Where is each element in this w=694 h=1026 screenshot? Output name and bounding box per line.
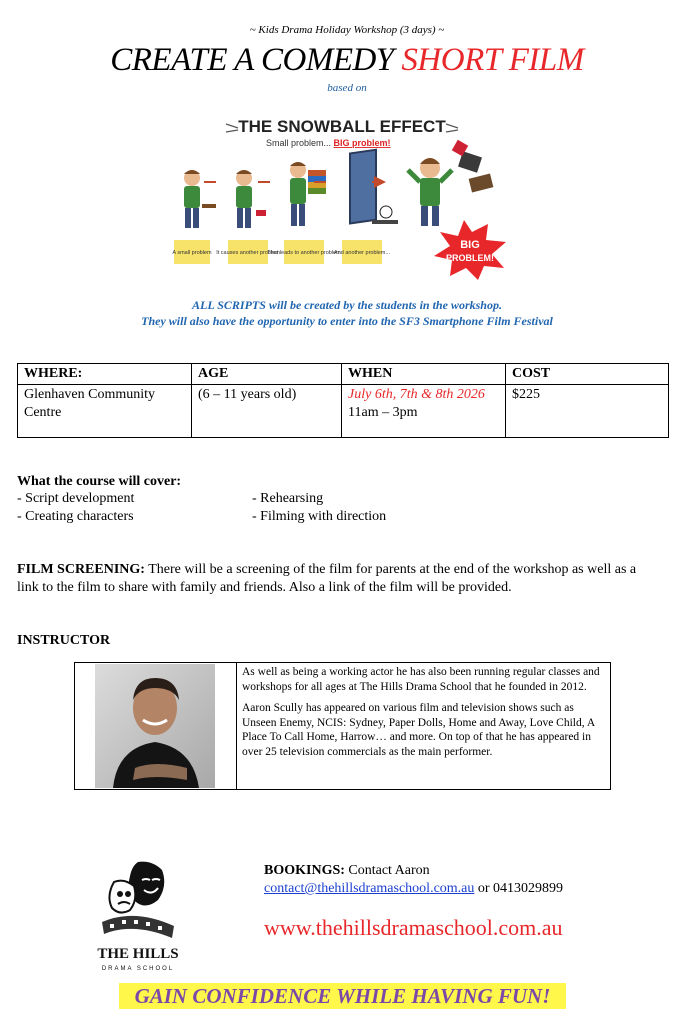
sticky-note: It causes another problem <box>216 250 280 256</box>
page-title <box>0 40 694 80</box>
slogan-banner: GAIN CONFIDENCE WHILE HAVING FUN! <box>119 983 566 1009</box>
header-cost: COST <box>506 364 669 385</box>
header-when: WHEN <box>342 364 506 385</box>
cell-when <box>342 385 506 438</box>
snowball-effect-poster <box>166 108 518 280</box>
instructor-bio-paragraph-2: Aaron Scully has appeared on various film and television shows such as Unseen Enemy, NCIS: Sydney, Paper Dolls, Home and Away, Love Child, A Place To Call Home, Harrow… and more. On top of that he has appeared in over 25 television commercials as the main performer. <box>242 702 595 758</box>
poster-subtitle-start: Small problem... <box>266 138 334 148</box>
instructor-heading: INSTRUCTOR <box>17 633 111 648</box>
website-link[interactable]: www.thehillsdramaschool.com.au <box>264 915 563 940</box>
workshop-kicker: ~ Kids Drama Holiday Workshop (3 days) ~ <box>249 24 445 36</box>
the-hills-logo <box>88 858 188 974</box>
course-item: - Script development <box>17 491 135 506</box>
poster-subtitle-big: BIG problem! <box>333 138 391 148</box>
title-red: SHORT FILM <box>401 42 584 78</box>
cell-age: (6 – 11 years old) <box>192 385 342 438</box>
logo-name: THE HILLS <box>97 946 179 962</box>
instructor-photo <box>95 664 215 788</box>
title-main: CREATE A COMEDY <box>110 42 402 78</box>
where-line-2: Centre <box>24 405 62 420</box>
logo-sub: DRAMA SCHOOL <box>101 966 175 972</box>
course-heading: What the course will cover: <box>17 474 182 489</box>
header-where: WHERE: <box>18 364 192 385</box>
header-age: AGE <box>192 364 342 385</box>
when-time: 11am – 3pm <box>348 405 418 420</box>
bookings-contact: Contact Aaron <box>344 863 430 878</box>
bookings-label: BOOKINGS: <box>264 863 345 878</box>
course-item: - Rehearsing <box>252 491 324 506</box>
sticky-note: A small problem <box>172 250 212 256</box>
bookings-phone: or 0413029899 <box>474 881 564 896</box>
scripts-note: ALL SCRIPTS will be created by the students in the workshop. <box>192 298 502 312</box>
svg-text:Small problem... BIG problem! <box>266 138 391 148</box>
instructor-bio <box>242 665 608 766</box>
info-table <box>17 363 669 438</box>
table-header-row <box>18 364 669 385</box>
film-screening-paragraph <box>17 561 657 597</box>
instructor-bio-paragraph-1: As well as being a working actor he has also been running regular classes and workshops for all ages at The Hills Drama School that he founded in 2012. <box>242 666 600 693</box>
film-screening-text: There will be a screening of the film for parents at the end of the workshop as well as a link to the film to share with family and friends. Also a link of the film will be provided. <box>17 562 637 595</box>
burst-line-2: PROBLEM! <box>446 253 494 263</box>
festival-note: They will also have the opportunity to enter into the SF3 Smartphone Film Festival <box>141 314 553 328</box>
sticky-note: That leads to another problem <box>267 250 341 256</box>
cell-cost: $225 <box>506 385 669 438</box>
when-dates: July 6th, 7th & 8th 2026 <box>348 387 485 402</box>
sticky-note: And another problem... <box>334 250 390 256</box>
poster-title: THE SNOWBALL EFFECT <box>238 117 446 136</box>
bookings-block <box>264 862 563 898</box>
course-item: - Creating characters <box>17 509 134 524</box>
bookings-email-link[interactable]: contact@thehillsdramaschool.com.au <box>264 881 475 896</box>
where-line-1: Glenhaven Community <box>24 387 156 402</box>
film-screening-label: FILM SCREENING: <box>17 562 145 577</box>
course-item: - Filming with direction <box>252 509 387 524</box>
based-on-label: based on <box>327 82 367 94</box>
table-row <box>18 385 669 438</box>
cell-where <box>18 385 192 438</box>
burst-line-1: BIG <box>460 239 480 251</box>
instructor-divider <box>236 662 237 790</box>
